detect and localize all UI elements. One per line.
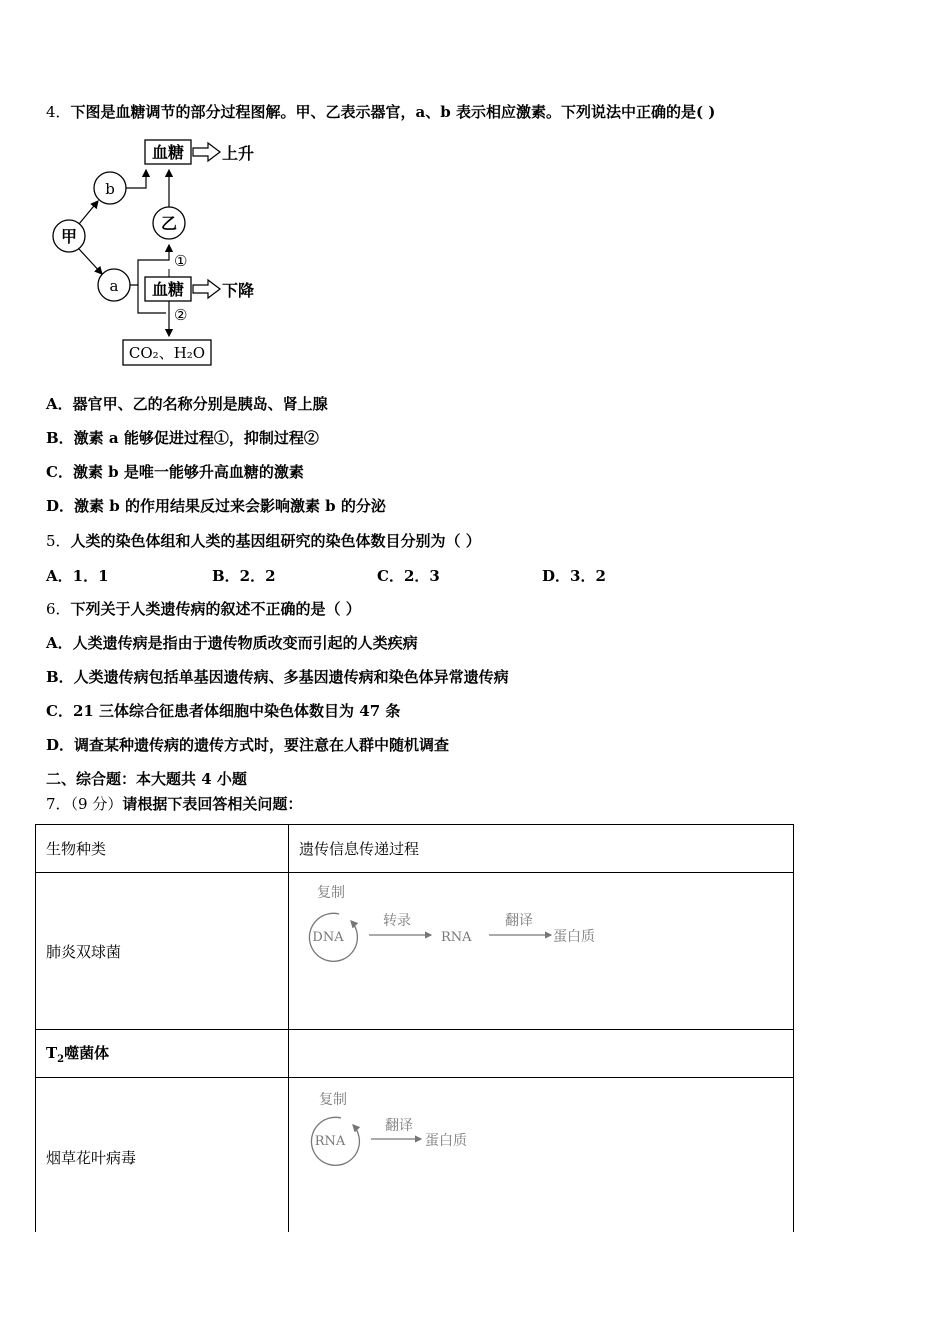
translate-label-1: 翻译 — [505, 913, 533, 929]
rna-flow-diagram — [297, 1086, 537, 1176]
process-2-label: ② — [174, 306, 188, 324]
rna-label-2: RNA — [314, 1134, 346, 1149]
t2-suffix: 噬菌体 — [64, 1044, 110, 1062]
dna-label: DNA — [312, 930, 344, 945]
q6-option-c[interactable]: C．21 三体综合征患者体细胞中染色体数目为 47 条 — [46, 702, 401, 720]
q6-option-a[interactable]: A．人类遗传病是指由于遗传物质改变而引起的人类疾病 — [46, 634, 418, 652]
q4-number: 4． — [46, 103, 71, 121]
q4-option-b[interactable]: B．激素 a 能够促进过程①，抑制过程② — [46, 429, 319, 447]
blood-sugar-mid-label: 血糖 — [151, 280, 185, 299]
q7-points: （9 分） — [70, 795, 123, 813]
rna-replicate-label: 复制 — [319, 1092, 347, 1108]
q5-number: 5． — [46, 532, 71, 550]
header-process: 遗传信息传递过程 — [289, 825, 794, 873]
section-2-title: 二、综合题：本大题共 4 小题 — [46, 770, 247, 788]
q5-option-c[interactable]: C．2．3 — [377, 567, 440, 585]
q6-option-d[interactable]: D．调查某种遗传病的遗传方式时，要注意在人群中随机调查 — [46, 736, 450, 754]
arrow-jia-to-b — [79, 201, 98, 224]
diagram-cell-dna — [289, 873, 794, 1030]
translate-label-2: 翻译 — [385, 1118, 413, 1134]
organ-yi-label: 乙 — [160, 214, 178, 233]
t2-prefix: T — [46, 1044, 58, 1062]
rise-label: 上升 — [222, 144, 255, 163]
process-1-label: ① — [174, 252, 188, 270]
q5-stem: 人类的染色体组和人类的基因组研究的染色体数目分别为（ ） — [70, 532, 481, 550]
q6-option-b[interactable]: B．人类遗传病包括单基因遗传病、多基因遗传病和染色体异常遗传病 — [46, 668, 509, 686]
q6-stem-line — [46, 599, 361, 619]
page-bottom-mask — [0, 1232, 950, 1344]
fall-hollow-arrow — [193, 280, 220, 298]
organ-jia-label: 甲 — [60, 227, 78, 246]
dna-flow-diagram — [295, 879, 615, 969]
rna-label-1: RNA — [441, 930, 472, 945]
organism-pneumococcus: 肺炎双球菌 — [36, 873, 289, 1030]
blood-sugar-top-label: 血糖 — [151, 143, 185, 162]
q4-stem: 下图是血糖调节的部分过程图解。甲、乙表示器官，a、b 表示相应激素。下列说法中正确的是( ) — [70, 103, 716, 121]
genetic-info-table — [35, 824, 794, 1238]
dna-replicate-label: 复制 — [317, 885, 345, 901]
organism-t2-phage — [36, 1030, 289, 1078]
q4-stem-line — [46, 102, 715, 122]
arrow-b-to-blood-sugar — [126, 170, 146, 188]
hormone-b-label: b — [105, 180, 115, 198]
q5-option-d[interactable]: D．3．2 — [542, 567, 606, 585]
transcribe-label: 转录 — [383, 913, 411, 929]
table-row — [36, 873, 794, 1030]
q6-number: 6． — [46, 600, 71, 618]
diagram-cell-empty — [289, 1030, 794, 1078]
header-organism: 生物种类 — [36, 825, 289, 873]
q6-stem: 下列关于人类遗传病的叙述不正确的是（ ） — [70, 600, 361, 618]
table-row — [36, 1078, 794, 1238]
q4-option-d[interactable]: D．激素 b 的作用结果反过来会影响激素 b 的分泌 — [46, 497, 386, 515]
blood-sugar-regulation-figure — [48, 135, 268, 367]
q7-stem-line — [46, 794, 302, 814]
q7-stem: 请根据下表回答相关问题： — [122, 795, 303, 813]
products-label: CO₂、H₂O — [128, 344, 206, 362]
t2-subscript: 2 — [57, 1054, 65, 1065]
q5-stem-line — [46, 531, 481, 551]
q4-option-c[interactable]: C．激素 b 是唯一能够升高血糖的激素 — [46, 463, 304, 481]
arrow-jia-to-a — [79, 249, 102, 274]
table-header-row — [36, 825, 794, 873]
rise-hollow-arrow — [193, 143, 220, 161]
diagram-cell-rna — [289, 1078, 794, 1238]
protein-label-2: 蛋白质 — [425, 1133, 467, 1149]
organism-tmv: 烟草花叶病毒 — [36, 1078, 289, 1238]
protein-label-1: 蛋白质 — [553, 929, 595, 945]
q4-option-a[interactable]: A．器官甲、乙的名称分别是胰岛、肾上腺 — [46, 395, 328, 413]
table-row — [36, 1030, 794, 1078]
hormone-a-label: a — [109, 277, 119, 295]
q7-number: 7． — [46, 795, 71, 813]
q5-option-a[interactable]: A．1．1 — [46, 567, 109, 585]
q5-option-b[interactable]: B．2．2 — [212, 567, 276, 585]
fall-label: 下降 — [222, 281, 255, 300]
